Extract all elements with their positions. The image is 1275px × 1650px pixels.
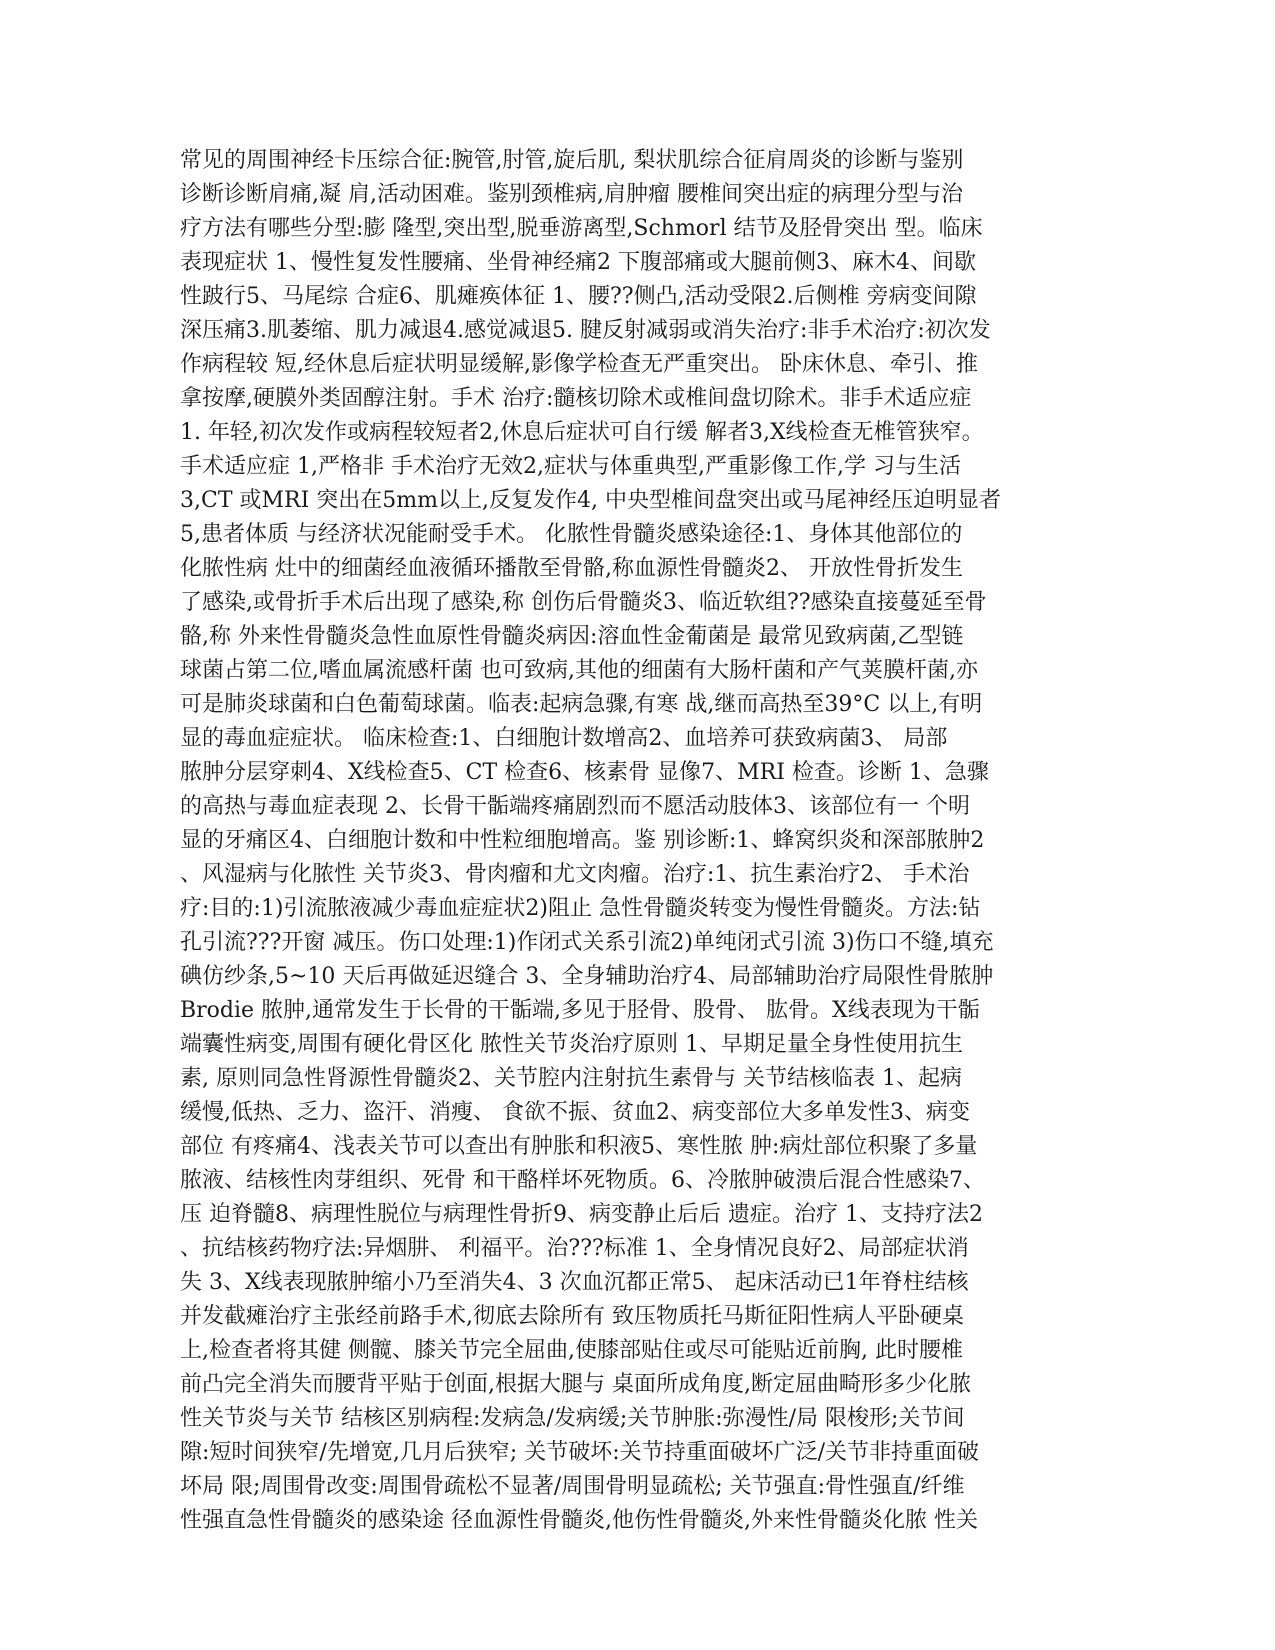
text-line: 深压痛3.肌萎缩、肌力减退4.感觉减退5. 腱反射减弱或消失治疗:非手术治疗:初次发 xyxy=(180,318,991,343)
text-line: 的高热与毒血症表现 2、长骨干骺端疼痛剧烈而不愿活动肢体3、该部位有一 个明 xyxy=(180,794,970,819)
text-line: 诊断诊断肩痛,凝 肩,活动困难。鉴别颈椎病,肩肿瘤 腰椎间突出症的病理分型与治 xyxy=(180,182,963,207)
text-line: 作病程较 短,经休息后症状明显缓解,影像学检查无严重突出。 卧床休息、牵引、推 xyxy=(180,352,978,377)
text-line: 脓肿分层穿刺4、X线检查5、CT 检查6、核素骨 显像7、MRI 检查。诊断 1、急骤 xyxy=(180,760,989,785)
text-line: 孔引流???开窗 减压。伤口处理:1)作闭式关系引流2)单纯闭式引流 3)伤口不缝,填充 xyxy=(180,930,994,955)
text-line: 3,CT 或MRI 突出在5mm以上,反复发作4, 中央型椎间盘突出或马尾神经压迫明显者 xyxy=(180,488,1001,513)
text-line: 可是肺炎球菌和白色葡萄球菌。临表:起病急骤,有寒 战,继而高热至39°C 以上,有明 xyxy=(180,692,983,717)
text-line: 骼,称 外来性骨髓炎急性血原性骨髓炎病因:溶血性金葡菌是 最常见致病菌,乙型链 xyxy=(180,624,964,649)
text-line: 疗:目的:1)引流脓液减少毒血症症状2)阻止 急性骨髓炎转变为慢性骨髓炎。方法:钻 xyxy=(180,896,981,921)
text-line: 压 迫脊髓8、病理性脱位与病理性骨折9、病变静止后后 遗症。治疗 1、支持疗法2 xyxy=(180,1202,983,1227)
text-line: 了感染,或骨折手术后出现了感染,称 创伤后骨髓炎3、临近软组??感染直接蔓延至骨 xyxy=(180,590,987,615)
text-line: 拿按摩,硬膜外类固醇注射。手术 治疗:髓核切除术或椎间盘切除术。非手术适应症 xyxy=(180,386,972,411)
text-line: 化脓性病 灶中的细菌经血液循环播散至骨骼,称血源性骨髓炎2、 开放性骨折发生 xyxy=(180,556,963,581)
text-line: 缓慢,低热、乏力、盗汗、消瘦、 食欲不振、贫血2、病变部位大多单发性3、病变 xyxy=(180,1100,970,1125)
text-line: 并发截瘫治疗主张经前路手术,彻底去除所有 致压物质托马斯征阳性病人平卧硬桌 xyxy=(180,1304,964,1329)
text-line: 球菌占第二位,嗜血属流感杆菌 也可致病,其他的细菌有大肠杆菌和产气荚膜杆菌,亦 xyxy=(180,658,978,683)
text-line: 上,检查者将其健 侧髋、膝关节完全屈曲,使膝部贴住或尽可能贴近前胸, 此时腰椎 xyxy=(180,1338,963,1363)
text-line: Brodie 脓肿,通常发生于长骨的干骺端,多见于胫骨、股骨、 肱骨。X线表现为干骺 xyxy=(180,998,980,1023)
text-line: 碘仿纱条,5~10 天后再做延迟缝合 3、全身辅助治疗4、局部辅助治疗局限性骨脓肿 xyxy=(180,964,994,989)
text-line: 疗方法有哪些分型:膨 隆型,突出型,脱垂游离型,Schmorl 结节及胫骨突出 型。临床 xyxy=(180,216,983,241)
text-line: 隙:短时间狭窄/先增宽,几月后狭窄; 关节破坏:关节持重面破坏广泛/关节非持重面破 xyxy=(180,1440,980,1465)
text-line: 失 3、X线表现脓肿缩小乃至消失4、3 次血沉都正常5、 起床活动已1年脊柱结核 xyxy=(180,1270,969,1295)
text-line: 显的毒血症症状。 临床检查:1、白细胞计数增高2、血培养可获致病菌3、 局部 xyxy=(180,726,948,751)
text-line: 显的牙痛区4、白细胞计数和中性粒细胞增高。鉴 别诊断:1、蜂窝织炎和深部脓肿2 xyxy=(180,828,985,853)
text-line: 坏局 限;周围骨改变:周围骨疏松不显著/周围骨明显疏松; 关节强直:骨性强直/纤维 xyxy=(180,1474,965,1499)
text-line: 性跛行5、马尾综 合症6、肌瘫痪体征 1、腰??侧凸,活动受限2.后侧椎 旁病变间隙 xyxy=(180,284,977,309)
text-line: 、风湿病与化脓性 关节炎3、骨肉瘤和尤文肉瘤。治疗:1、抗生素治疗2、 手术治 xyxy=(180,862,970,887)
text-line: 性关节炎与关节 结核区别病程:发病急/发病缓;关节肿胀:弥漫性/局 限梭形;关节间 xyxy=(180,1406,965,1431)
text-line: 5,患者体质 与经济状况能耐受手术。 化脓性骨髓炎感染途径:1、身体其他部位的 xyxy=(180,522,963,547)
text-line: 端囊性病变,周围有硬化骨区化 脓性关节炎治疗原则 1、早期足量全身性使用抗生 xyxy=(180,1032,963,1057)
body-text xyxy=(180,144,1060,1538)
text-line: 、抗结核药物疗法:异烟肼、 利福平。治???标准 1、全身情况良好2、局部症状消 xyxy=(180,1236,969,1261)
text-line: 性强直急性骨髓炎的感染途 径血源性骨髓炎,他伤性骨髓炎,外来性骨髓炎化脓 性关 xyxy=(180,1508,978,1533)
text-line: 手术适应症 1,严格非 手术治疗无效2,症状与体重典型,严重影像工作,学 习与生活 xyxy=(180,454,961,479)
text-line: 素, 原则同急性肾源性骨髓炎2、关节腔内注射抗生素骨与 关节结核临表 1、起病 xyxy=(180,1066,962,1091)
text-line: 1. 年轻,初次发作或病程较短者2,休息后症状可自行缓 解者3,X线检查无椎管狭窄。 xyxy=(180,420,984,445)
text-line: 脓液、结核性肉芽组织、死骨 和干酪样坏死物质。6、冷脓肿破溃后混合性感染7、 xyxy=(180,1168,985,1193)
text-line: 表现症状 1、慢性复发性腰痛、坐骨神经痛2 下腹部痛或大腿前侧3、麻木4、间歇 xyxy=(180,250,976,275)
text-line: 前凸完全消失而腰背平贴于创面,根据大腿与 桌面所成角度,断定屈曲畸形多少化脓 xyxy=(180,1372,971,1397)
text-line: 常见的周围神经卡压综合征:腕管,肘管,旋后肌, 梨状肌综合征肩周炎的诊断与鉴别 xyxy=(180,148,964,173)
text-line: 部位 有疼痛4、浅表关节可以查出有肿胀和积液5、寒性脓 肿:病灶部位积聚了多量 xyxy=(180,1134,978,1159)
